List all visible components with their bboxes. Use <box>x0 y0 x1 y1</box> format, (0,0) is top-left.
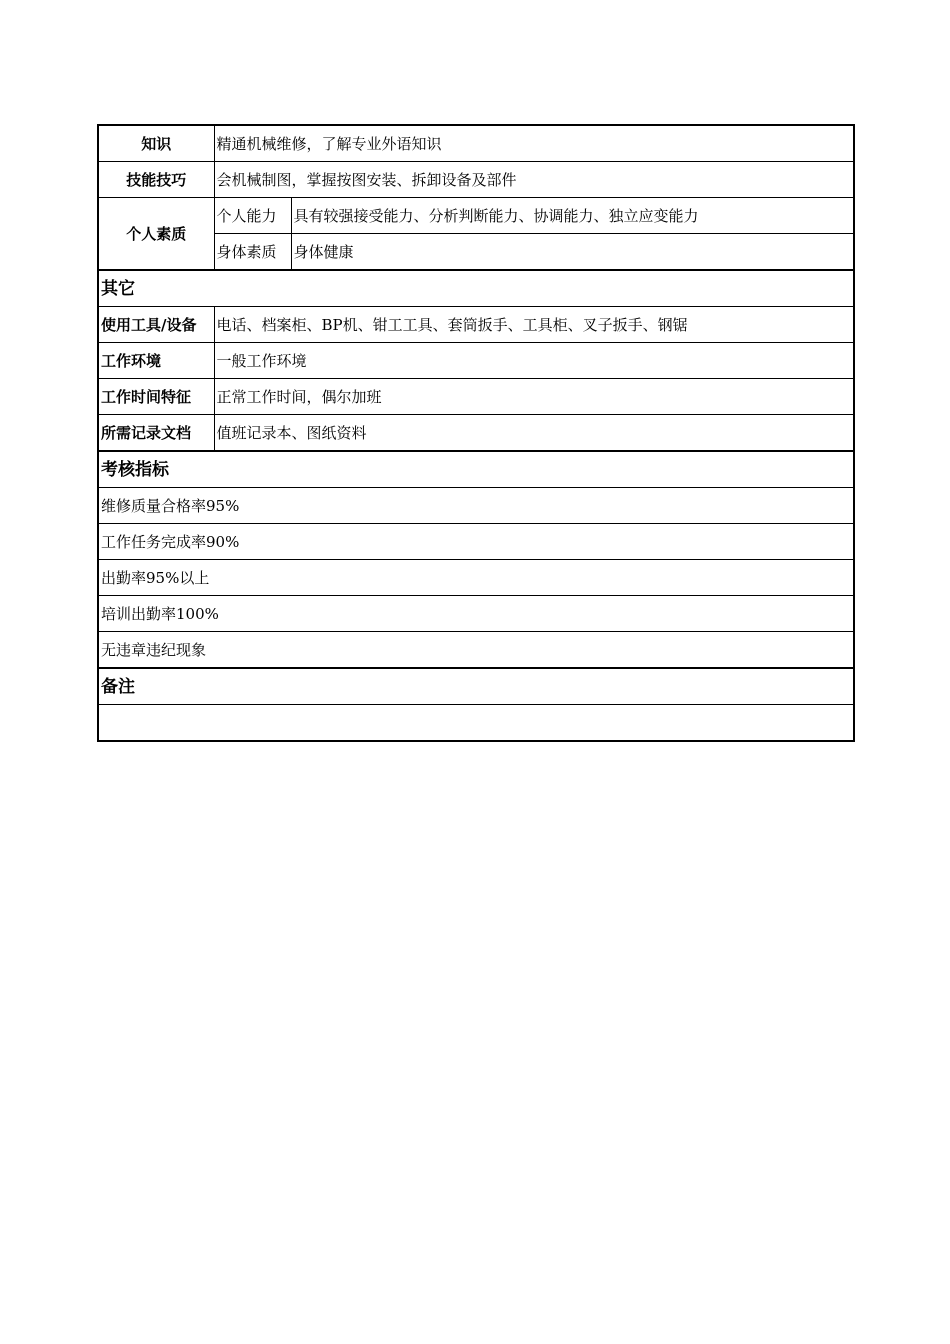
work-time-value: 正常工作时间，偶尔加班 <box>214 379 854 415</box>
knowledge-label: 知识 <box>98 125 214 162</box>
environment-value: 一般工作环境 <box>214 343 854 379</box>
physical-label: 身体素质 <box>214 234 291 271</box>
remarks-section-header <box>98 668 854 705</box>
documents-value: 值班记录本、图纸资料 <box>214 415 854 452</box>
remarks-value <box>98 705 854 742</box>
work-time-label: 工作时间特征 <box>98 379 214 415</box>
assessment-item <box>98 596 854 632</box>
assessment-item <box>98 524 854 560</box>
assessment-item <box>98 488 854 524</box>
knowledge-value: 精通机械维修，了解专业外语知识 <box>214 125 854 162</box>
assessment-item-text: 无违章违纪现象 <box>98 632 854 669</box>
skills-label: 技能技巧 <box>98 162 214 198</box>
skills-row <box>98 162 854 198</box>
other-row-environment <box>98 343 854 379</box>
knowledge-row <box>98 125 854 162</box>
assessment-item-text: 维修质量合格率95% <box>98 488 854 524</box>
ability-value: 具有较强接受能力、分析判断能力、协调能力、独立应变能力 <box>291 198 854 234</box>
environment-label: 工作环境 <box>98 343 214 379</box>
job-description-table <box>97 124 855 742</box>
assessment-item-text: 培训出勤率100% <box>98 596 854 632</box>
tools-value: 电话、档案柜、BP机、钳工工具、套筒扳手、工具柜、叉子扳手、钢锯 <box>214 307 854 343</box>
assessment-section-header <box>98 451 854 488</box>
assessment-section-title: 考核指标 <box>98 451 854 488</box>
documents-label: 所需记录文档 <box>98 415 214 452</box>
remarks-row <box>98 705 854 742</box>
assessment-item-text: 工作任务完成率90% <box>98 524 854 560</box>
assessment-item-text: 出勤率95%以上 <box>98 560 854 596</box>
skills-value: 会机械制图，掌握按图安装、拆卸设备及部件 <box>214 162 854 198</box>
other-row-tools <box>98 307 854 343</box>
remarks-section-title: 备注 <box>98 668 854 705</box>
assessment-item <box>98 632 854 669</box>
physical-value: 身体健康 <box>291 234 854 271</box>
assessment-item <box>98 560 854 596</box>
tools-label: 使用工具/设备 <box>98 307 214 343</box>
ability-label: 个人能力 <box>214 198 291 234</box>
personal-quality-label: 个人素质 <box>98 198 214 271</box>
other-section-title: 其它 <box>98 270 854 307</box>
other-row-documents <box>98 415 854 452</box>
other-row-work-time <box>98 379 854 415</box>
other-section-header <box>98 270 854 307</box>
job-description-table-page <box>97 124 853 742</box>
ability-row <box>98 198 854 234</box>
